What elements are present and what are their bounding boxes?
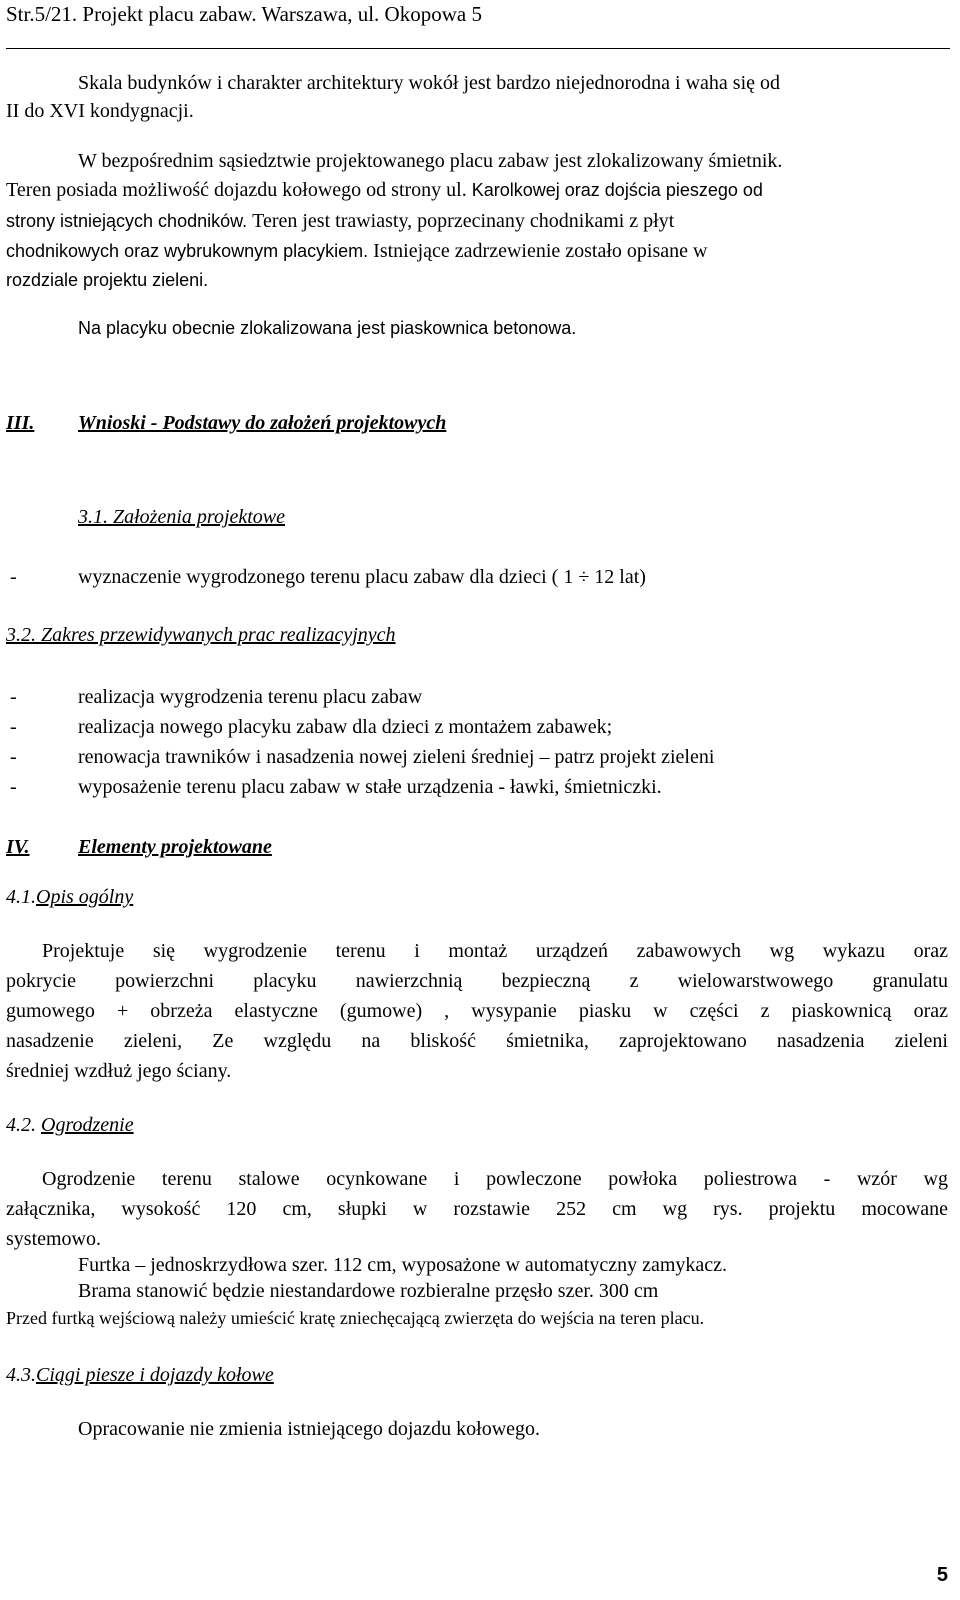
subsection-4-2-number: 4.2.	[6, 1114, 36, 1136]
subsection-3-2-heading	[6, 624, 396, 647]
intro-paragraph-2-line-4	[6, 240, 707, 263]
subsection-3-2-number: 3.2.	[6, 624, 36, 646]
intro-paragraph-2-line-2	[6, 179, 763, 202]
list-dash: -	[10, 716, 17, 738]
subsection-4-1-number: 4.1.	[6, 886, 36, 908]
list-dash: -	[10, 746, 17, 768]
intro-p2-l2-serif: Teren posiada możliwość dojazdu kołowego od strony ul.	[6, 179, 467, 201]
subsection-4-2-heading	[6, 1114, 134, 1137]
intro-paragraph-2-line-5: rozdziale projektu zieleni.	[6, 270, 209, 290]
intro-p2-l3-a: strony istniejących chodników.	[6, 211, 248, 231]
page-header: Str.5/21. Projekt placu zabaw. Warszawa, ul. Okopowa 5	[6, 2, 482, 26]
subsection-3-2-title: Zakres przewidywanych prac realizacyjnych	[41, 624, 396, 646]
section-3-number: III.	[6, 412, 35, 434]
furtka-line: Furtka – jednoskrzydłowa szer. 112 cm, wyposażone w automatyczny zamykacz.	[78, 1254, 728, 1276]
intro-paragraph-2-line-3	[6, 210, 674, 233]
subsection-3-1-title: Założenia projektowe	[113, 506, 286, 528]
paragraph-line-last: średniej wzdłuż jego ściany.	[6, 1060, 232, 1082]
subsection-4-3-text: Opracowanie nie zmienia istniejącego dojazdu kołowego.	[78, 1418, 541, 1440]
subsection-3-1-item: wyznaczenie wygrodzonego terenu placu zabaw dla dzieci ( 1 ÷ 12 lat)	[78, 566, 646, 588]
list-dash: -	[10, 566, 17, 588]
paragraph-line-last: systemowo.	[6, 1228, 101, 1250]
intro-p2-l4-b: Istniejące zadrzewienie zostało opisane w	[373, 240, 708, 262]
intro-p2-l3-b: Teren jest trawiasty, poprzecinany chodnikami z płyt	[252, 210, 675, 232]
intro-p2-l2-sans: Karolkowej oraz dojścia pieszego od	[471, 180, 763, 200]
paragraph-line: Ogrodzenie terenu stalowe ocynkowane i powleczone powłoka poliestrowa - wzór wg	[42, 1168, 948, 1190]
list-item: renowacja trawników i nasadzenia nowej zieleni średniej – patrz projekt zieleni	[78, 746, 715, 768]
intro-p2-l4-a: chodnikowych oraz wybrukownym placykiem.	[6, 241, 369, 261]
krata-line: Przed furtką wejściową należy umieścić kratę zniechęcającą zwierzęta do wejścia na teren placu.	[6, 1308, 705, 1328]
subsection-4-3-title: Ciągi piesze i dojazdy kołowe	[36, 1364, 274, 1386]
section-4-title: Elementy projektowane	[78, 836, 272, 858]
subsection-4-1-title: Opis ogólny	[36, 886, 134, 908]
subsection-3-1-number: 3.1.	[78, 506, 108, 528]
subsection-3-1-heading	[78, 506, 285, 529]
page-number: 5	[936, 1564, 948, 1586]
paragraph-line: Projektuje się wygrodzenie terenu i montaż urządzeń zabawowych wg wykazu oraz	[42, 940, 948, 962]
subsection-4-1-heading	[6, 886, 133, 909]
paragraph-line: pokrycie powierzchni placyku nawierzchnią bezpieczną z wielowarstwowego granulatu	[6, 970, 948, 992]
list-item: wyposażenie terenu placu zabaw w stałe urządzenia - ławki, śmietniczki.	[78, 776, 662, 798]
intro-paragraph-1-line-2: II do XVI kondygnacji.	[6, 100, 194, 122]
subsection-4-3-heading	[6, 1364, 274, 1387]
intro-paragraph-3: Na placyku obecnie zlokalizowana jest piaskownica betonowa.	[78, 318, 577, 338]
intro-paragraph-2-line-1: W bezpośrednim sąsiedztwie projektowanego placu zabaw jest zlokalizowany śmietnik.	[78, 150, 783, 172]
paragraph-line: nasadzenie zieleni, Ze względu na bliskość śmietnika, zaprojektowano nasadzenia zieleni	[6, 1030, 948, 1052]
list-dash: -	[10, 776, 17, 798]
paragraph-line: załącznika, wysokość 120 cm, słupki w rozstawie 252 cm wg rys. projektu mocowane	[6, 1198, 948, 1220]
list-item: realizacja wygrodzenia terenu placu zabaw	[78, 686, 423, 708]
paragraph-line: gumowego + obrzeża elastyczne (gumowe) , wysypanie piasku w części z piaskownicą oraz	[6, 1000, 948, 1022]
header-rule	[6, 48, 950, 49]
subsection-4-3-number: 4.3.	[6, 1364, 36, 1386]
list-item: realizacja nowego placyku zabaw dla dzieci z montażem zabawek;	[78, 716, 613, 738]
brama-line: Brama stanowić będzie niestandardowe rozbieralne przęsło szer. 300 cm	[78, 1280, 659, 1302]
section-3-title: Wnioski - Podstawy do założeń projektowych	[78, 412, 447, 434]
section-4-number: IV.	[6, 836, 30, 858]
intro-paragraph-1-line-1: Skala budynków i charakter architektury wokół jest bardzo niejednorodna i waha się od	[78, 72, 781, 94]
list-dash: -	[10, 686, 17, 708]
subsection-4-2-title: Ogrodzenie	[41, 1114, 134, 1136]
